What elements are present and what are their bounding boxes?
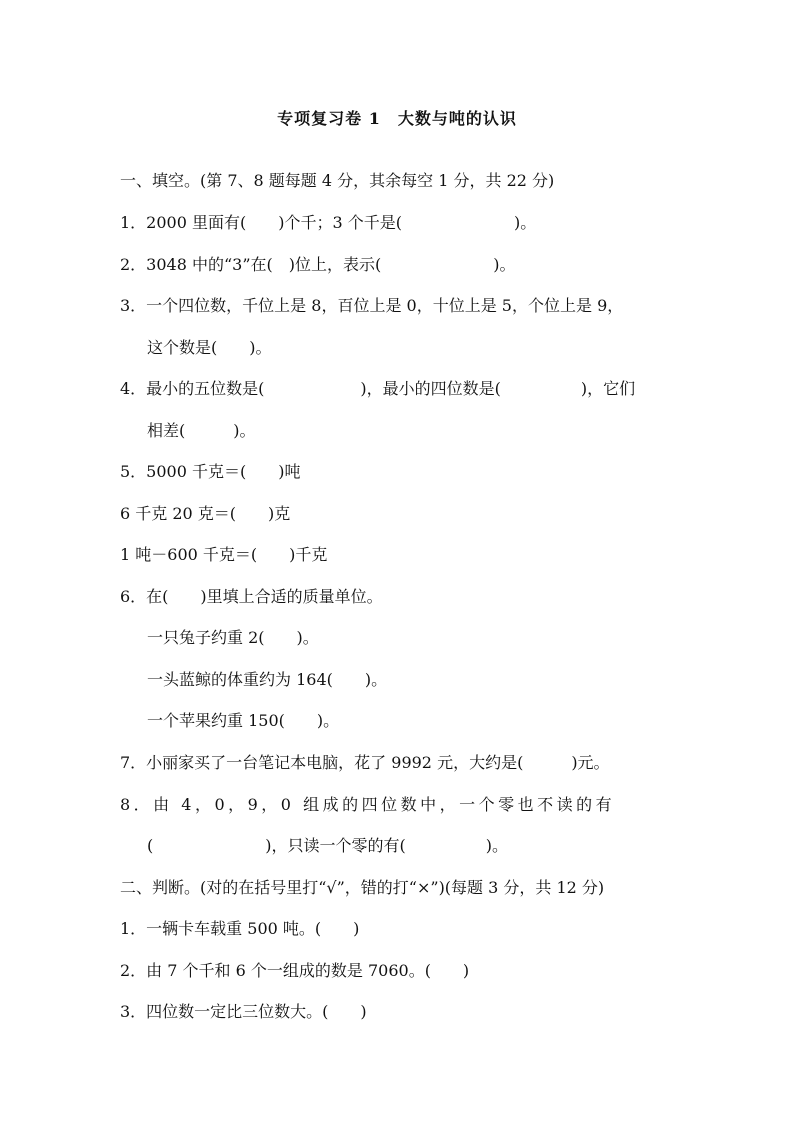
section-1-header: 一、填空。(第 7、8 题每题 4 分，其余每空 1 分，共 22 分) [120,171,555,190]
section-2-header: 二、判断。(对的在括号里打“√”，错的打“×”)(每题 3 分，共 12 分) [120,878,605,897]
question-1-2: 2．3048 中的“3”在( )位上，表示( )。 [120,255,516,274]
question-1-6-line-3: 一头蓝鲸的体重约为 164( )。 [147,670,388,689]
question-1-1: 1．2000 里面有( )个千；3 个千是( )。 [120,213,537,232]
question-1-4-line-2: 相差( )。 [147,421,256,440]
question-1-4-line-1: 4．最小的五位数是( )，最小的四位数是( )，它们 [120,379,636,398]
question-2-2: 2．由 7 个千和 6 个一组成的数是 7060。( ) [120,961,470,980]
question-1-8-line-2: ( )，只读一个零的有( )。 [147,836,508,855]
question-2-1: 1．一辆卡车载重 500 吨。( ) [120,919,360,938]
question-1-6-line-4: 一个苹果约重 150( )。 [147,711,340,730]
question-1-8-line-1: 8．由 4，0，9，0 组成的四位数中，一个零也不读的有 [120,795,616,814]
question-1-5-line-2: 6 千克 20 克＝( )克 [120,504,291,523]
question-1-5-line-3: 1 吨－600 千克＝( )千克 [120,545,328,564]
page-title: 专项复习卷 1 大数与吨的认识 [277,109,517,128]
question-1-3-line-1: 3．一个四位数，千位上是 8，百位上是 0，十位上是 5，个位上是 9， [120,296,624,315]
question-1-6-line-2: 一只兔子约重 2( )。 [147,628,319,647]
question-1-3-line-2: 这个数是( )。 [147,338,272,357]
question-1-6-line-1: 6．在( )里填上合适的质量单位。 [120,587,383,606]
question-2-3: 3．四位数一定比三位数大。( ) [120,1002,367,1021]
question-1-5-line-1: 5．5000 千克＝( )吨 [120,462,301,481]
question-1-7: 7．小丽家买了一台笔记本电脑，花了 9992 元，大约是( )元。 [120,753,610,772]
